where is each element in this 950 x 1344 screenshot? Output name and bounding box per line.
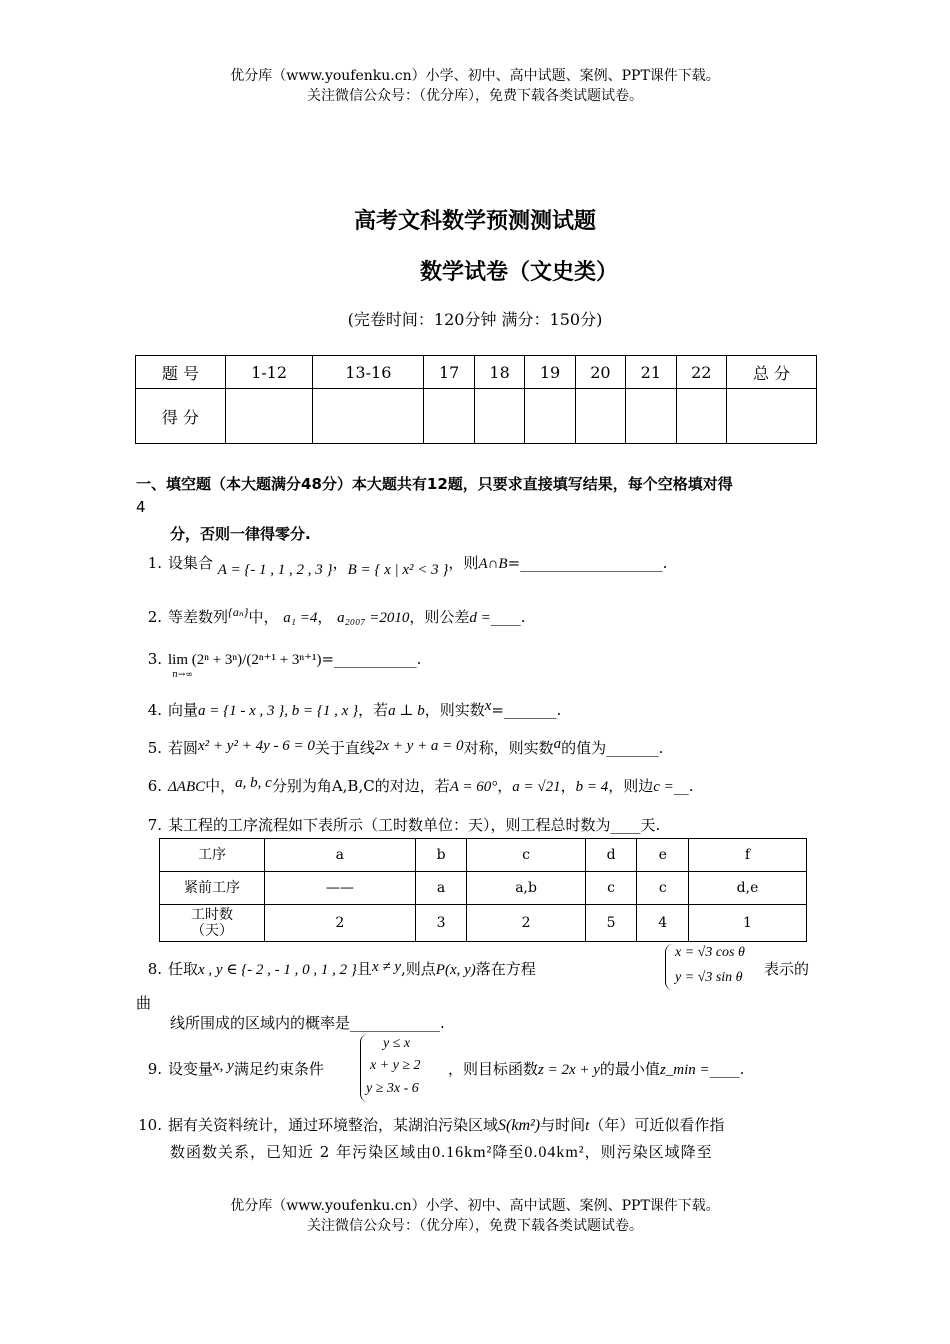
page-title: 高考文科数学预测测试题: [353, 209, 596, 234]
q2-seq: {aₙ}: [228, 605, 249, 619]
q6-angle: A = 60°: [449, 779, 498, 795]
proc-cell: d,e: [689, 872, 807, 905]
q9-zmin: z_min =: [659, 1062, 710, 1078]
proc-cell: 5: [585, 905, 637, 942]
q10-text: 据有关资料统计，通过环境整治，某湖泊污染区域: [168, 1116, 499, 1134]
proc-label-line2: （天）: [191, 923, 233, 939]
q4-vectors: a = {1 - x , 3 }, b = {1 , x }: [198, 703, 359, 719]
question-number: 8.: [147, 960, 162, 978]
q2-blank: ____.: [490, 608, 526, 626]
score-cell: [676, 389, 726, 444]
question-5: [136, 737, 663, 760]
score-header-2: 13-16: [313, 356, 424, 389]
question-number: 9.: [147, 1060, 162, 1078]
question-number: 10.: [138, 1116, 162, 1134]
score-header-3: 17: [424, 356, 474, 389]
q3-limit: lim (2ⁿ + 3ⁿ)/(2ⁿ⁺¹ + 3ⁿ⁺¹): [168, 652, 322, 668]
section-title-line3: 分，否则一律得零分.: [170, 525, 311, 543]
q2-a2007: a₂₀₀₇ =2010: [337, 610, 410, 626]
question-number: 6.: [147, 777, 162, 795]
q9-objective: z = 2x + y: [538, 1062, 600, 1078]
q6-sides: a, b, c: [235, 775, 272, 791]
proc-cell: a: [265, 839, 416, 872]
q5-blank: 的值为_______.: [561, 739, 664, 757]
site-footer-line2: 关注微信公众号：（优分库），免费下载各类试题试卷。: [307, 1218, 643, 1234]
q2-text: ，则公差: [409, 608, 470, 626]
q8-param-y: y = √3 sin θ: [675, 970, 743, 985]
q7-text: 某工程的工序流程如下表所示（工时数单位：天），则工程总时数为____天.: [168, 816, 661, 834]
q1-expr: A∩B: [478, 556, 508, 572]
question-number: 3.: [147, 650, 162, 668]
q9-text: 满足约束条件: [233, 1060, 324, 1078]
q6-a: a = √21: [512, 779, 561, 795]
question-1: [136, 552, 668, 578]
q6-text: ，则边: [608, 777, 654, 795]
q5-text: 对称，则实数: [463, 739, 554, 757]
q1-blank: =___________________.: [507, 554, 668, 572]
site-header-line2: 关注微信公众号：（优分库），免费下载各类试题试卷。: [307, 88, 643, 104]
q9-text: ，则目标函数: [448, 1060, 539, 1078]
score-cell: [424, 389, 474, 444]
proc-cell: f: [689, 839, 807, 872]
q8-text: ,则点: [401, 960, 436, 978]
q4-x: x: [484, 698, 492, 714]
q10-area: S(km²): [498, 1117, 541, 1134]
q10-value2: 0.04km²: [524, 1144, 585, 1161]
site-header-line1: 优分库（www.youfenku.cn）小学、初中、高中试题、案例、PPT课件下载。: [230, 68, 720, 84]
q9-tail: [448, 1058, 744, 1081]
proc-cell: 1: [689, 905, 807, 942]
proc-cell: a: [415, 872, 467, 905]
proc-cell: ——: [265, 872, 416, 905]
q6-text: 中，: [205, 777, 236, 795]
q6-c: c =: [653, 779, 674, 795]
q4-perp: a ⊥ b: [388, 703, 425, 719]
proc-cell-label: [160, 905, 265, 942]
question-3: [136, 648, 421, 671]
q4-blank: =_______.: [491, 701, 562, 719]
q5-text: 若圆: [168, 739, 199, 757]
q2-a1: a₁ =4: [283, 610, 318, 626]
q9-constraint-3: y ≥ 3x - 6: [366, 1081, 419, 1096]
q10-text: 与时间: [540, 1116, 586, 1134]
proc-cell: 2: [467, 905, 585, 942]
q5-line: 2x + y + a = 0: [374, 738, 464, 754]
q1-set-a: A = {- 1 , 1 , 2 , 3 }: [217, 562, 333, 578]
proc-cell: 紧前工序: [160, 872, 265, 905]
q1-set-b: B = { x | x² < 3 }: [347, 562, 449, 578]
q10-time: t: [585, 1118, 590, 1134]
score-cell: [525, 389, 575, 444]
score-header-1: 1-12: [225, 356, 312, 389]
score-cell: [575, 389, 625, 444]
page-subtitle: 数学试卷（文史类）: [420, 260, 619, 285]
question-9: [136, 1058, 324, 1081]
q8-text-end: 表示的: [764, 960, 810, 978]
score-cell: [313, 389, 424, 444]
question-number: 7.: [147, 816, 162, 834]
proc-cell: c: [637, 872, 689, 905]
score-header-5: 19: [525, 356, 575, 389]
q8-text: 落在方程: [475, 960, 536, 978]
q1-text: ，: [332, 554, 348, 572]
proc-cell: 3: [415, 905, 467, 942]
score-header-8: 22: [676, 356, 726, 389]
q1-text: ，则: [448, 554, 479, 572]
proc-cell: a,b: [467, 872, 585, 905]
q9-constraint-1: y ≤ x: [383, 1036, 411, 1051]
q3-limit-subscript: n→∞: [172, 670, 193, 680]
score-header-0: 题 号: [136, 356, 226, 389]
q10-text: ，则污染区域降至: [584, 1143, 713, 1161]
q5-a: a: [553, 736, 562, 752]
q4-text: ，若: [358, 701, 389, 719]
proc-cell: 4: [637, 905, 689, 942]
question-6: [136, 775, 694, 798]
score-cell: [726, 389, 816, 444]
q9-text: 的最小值: [599, 1060, 660, 1078]
q10-text: 降至: [492, 1143, 525, 1161]
q8-line2: 线所围成的区域内的概率是____________.: [170, 1014, 445, 1032]
score-header-7: 21: [626, 356, 676, 389]
exam-info: (完卷时间：120分钟 满分：150分): [347, 310, 603, 329]
proc-cell: e: [637, 839, 689, 872]
question-number: 5.: [147, 739, 162, 757]
proc-cell: 2: [265, 905, 416, 942]
site-footer-line1: 优分库（www.youfenku.cn）小学、初中、高中试题、案例、PPT课件下载。: [230, 1198, 720, 1214]
proc-cell: c: [585, 872, 637, 905]
q6-text: ，: [560, 777, 576, 795]
score-table: [135, 355, 817, 444]
proc-cell: d: [585, 839, 637, 872]
question-4: [136, 699, 561, 722]
question-7: [136, 814, 660, 836]
q6-b: b = 4: [575, 779, 609, 795]
q8-point: P(x, y): [435, 962, 476, 978]
q2-text: 等差数列: [168, 608, 229, 626]
q5-text: 关于直线: [314, 739, 375, 757]
q1-text: 设集合: [168, 554, 214, 572]
section-title-line2: 4: [136, 498, 146, 516]
score-row-label: 得 分: [136, 389, 226, 444]
score-cell: [626, 389, 676, 444]
question-2: [136, 606, 526, 629]
q8-text: 且: [356, 960, 372, 978]
q2-d: d =: [469, 610, 491, 626]
q4-text: ，则实数: [424, 701, 485, 719]
question-8: [136, 958, 536, 981]
q9-text: 设变量: [168, 1060, 214, 1078]
process-table: [159, 838, 807, 942]
q10-text: 数函数关系，已知近 2 年污染区域由: [170, 1143, 433, 1161]
question-number: 2.: [147, 608, 162, 626]
score-cell: [474, 389, 524, 444]
q2-text: 中，: [248, 608, 279, 626]
q8-brace: [665, 944, 674, 990]
question-10: [136, 1114, 724, 1137]
q8-param-x: x = √3 cos θ: [675, 945, 745, 960]
q2-text: ，: [317, 608, 333, 626]
q10-value1: 0.16km²: [432, 1144, 493, 1161]
score-cell: [225, 389, 312, 444]
q4-text: 向量: [168, 701, 199, 719]
q9-constraint-2: x + y ≥ 2: [370, 1058, 421, 1073]
q8-set: x , y ∈ {- 2 , - 1 , 0 , 1 , 2 }: [198, 962, 357, 978]
q6-text: ，: [497, 777, 513, 795]
q6-triangle: ΔABC: [168, 779, 206, 795]
q6-blank: __.: [673, 777, 694, 795]
q10-text: （年）可近似看作指: [589, 1116, 725, 1134]
proc-cell: b: [415, 839, 467, 872]
section-title-line1: 一、填空题（本大题满分48分）本大题共有12题，只要求直接填写结果，每个空格填对得: [136, 475, 733, 493]
question-number: 1.: [147, 554, 162, 572]
q9-blank: ____.: [709, 1060, 745, 1078]
question-number: 4.: [147, 701, 162, 719]
q8-text: 任取: [168, 960, 199, 978]
proc-cell: 工序: [160, 839, 265, 872]
q3-blank: =___________.: [321, 650, 422, 668]
q5-circle: x² + y² + 4y - 6 = 0: [198, 738, 315, 754]
score-header-6: 20: [575, 356, 625, 389]
q10-line2: [170, 1141, 713, 1164]
q8-wrap: 曲: [136, 994, 152, 1012]
score-header-4: 18: [474, 356, 524, 389]
q6-text: 分别为角A,B,C的对边，若: [271, 777, 450, 795]
q9-vars: x, y: [213, 1058, 234, 1074]
q8-ineq: x ≠ y: [371, 959, 401, 975]
proc-label-line1: 工时数: [191, 907, 233, 923]
score-header-9: 总 分: [726, 356, 816, 389]
proc-cell: c: [467, 839, 585, 872]
